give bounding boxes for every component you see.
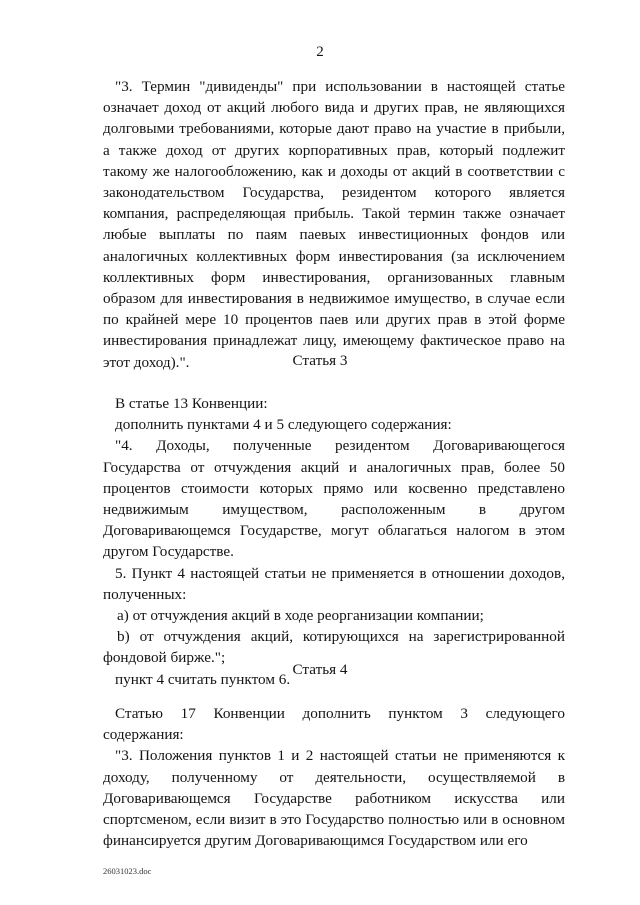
article3-renumber: пункт 4 считать пунктом 6.	[115, 670, 291, 688]
article4-instruction: Статью 17 Конвенции дополнить пунктом 3 следующего содержания:	[103, 705, 565, 744]
article3-item4: "4. Доходы, полученные резидентом Договаривающегося Государства от отчуждения акций и аналогичных прав, более 50 процентов стоимости которых прямо или косвенно представлено недвижимым имуществом, расположенным в другом Договаривающемся Государстве, могут облагаться налогом в этом другом Государстве.	[103, 437, 565, 561]
document-file-code: 26031023.doc	[103, 866, 152, 876]
dividends-paragraph: "3. Термин "дивиденды" при использовании в настоящей статье означает доход от акций любого вида и других прав, не являющихся долговыми требованиями, которые дают право на участие в прибыли, а также доход от других корпоративных прав, который подлежит такому же налогообложению, как и доходы от акций в соответствии с законодательством Государства, резидентом которого является компания, распределяющая прибыль. Такой термин также означает любые выплаты по паям паевых инвестиционных фондов или аналогичных коллективных форм инвестирования (за исключением коллективных форм инвестирования, организованных главным образом для инвестирования в недвижимое имущество, в случае если по крайней мере 10 процентов паев или других прав в этой форме инвестирования принадлежат лицу, имеющему фактическое право на этот доход).".	[103, 78, 565, 371]
article3-item5: 5. Пункт 4 настоящей статьи не применяется в отношении доходов, полученных:	[103, 564, 565, 603]
article2-tail-block	[103, 76, 565, 373]
article3-intro: В статье 13 Конвенции:	[115, 395, 268, 412]
article3-instruction: дополнить пунктами 4 и 5 следующего содержания:	[115, 416, 452, 434]
article4-block	[103, 703, 565, 851]
article3-item5a: a) от отчуждения акций в ходе реорганизации компании;	[117, 607, 484, 625]
article3-item5b: b) от отчуждения акций, котирующихся на зарегистрированной фондовой бирже.";	[103, 628, 565, 667]
article3-block	[103, 393, 565, 690]
page-number: 2	[316, 44, 324, 60]
article4-heading: Статья 4	[292, 661, 348, 678]
article3-heading: Статья 3	[292, 352, 348, 369]
article4-item3: "3. Положения пунктов 1 и 2 настоящей статьи не применяются к доходу, полученному от деятельности, осуществляемой в Договаривающемся Государстве работником искусства или спортсменом, если визит в это Государство полностью или в основном финансируется другим Договаривающимся Государством или его	[103, 747, 565, 850]
